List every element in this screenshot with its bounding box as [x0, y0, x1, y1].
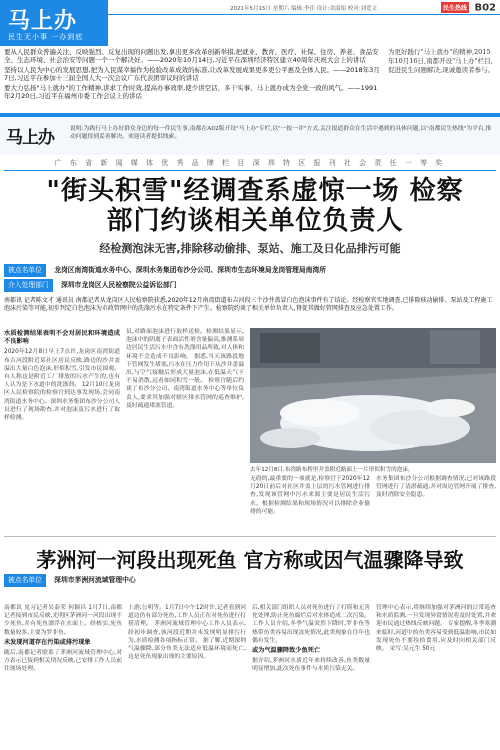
story-body	[4, 604, 496, 746]
story-headline: 茅洲河一河段出现死鱼 官方称或因气温骤降导致	[36, 548, 464, 572]
tag-row	[4, 574, 496, 587]
paragraph: 上游;公明等。1月7日中午12时许,记者看到河道边仍有部分死鱼,工作人员正在对死鱼进行打捞清理。	[128, 605, 246, 628]
news-photo	[250, 328, 496, 463]
story-column	[128, 604, 246, 746]
quote-block	[4, 48, 382, 101]
paragraph: 无碍的,最重要的一项就是,检察官于2020年12月20日前后对社区井盖上层的污水管网进行排查,发现该管网中污水来源主要是居民生活污水。根据检测结果和现场情况可以排除企业偷排的可能。	[250, 476, 370, 515]
section-heading: 未发现河道存在污染或排污现象	[4, 638, 91, 646]
tag-row	[4, 264, 496, 277]
story-column	[250, 475, 370, 528]
section-heading: 水质检测结果表明不会对居民和环境造成不良影响	[4, 330, 120, 346]
story-column	[376, 475, 496, 528]
tag-value: 龙岗区南湾街道水务中心、深圳水务集团布沙分公司、深圳市生态环境局龙岗管理局南湾所	[54, 266, 327, 274]
story-column	[252, 604, 370, 746]
column-logo: 马上办	[6, 128, 54, 148]
story-subhead: 经检测泡沫无害,排除移动偷排、泵站、施工及日化品排污可能	[99, 242, 401, 255]
tag-value: 深圳市茅洲河流域管理中心	[54, 576, 136, 584]
section-heading: 或为气温骤降致少鱼死亡	[252, 647, 321, 655]
section-logo	[0, 0, 108, 46]
section-slogan: 民生无小事 一办到底	[8, 33, 84, 41]
divider-line	[4, 170, 496, 171]
tag-row	[4, 279, 496, 292]
award-line: 广 东 省 新 闻 媒 体 优 秀 品 牌 栏 目 深 圳 特 区 报 刊 社 会 责 任 一 等 奖	[54, 159, 446, 167]
story-column	[4, 604, 122, 746]
paragraph: 茅洲河流域管理中心工作人员表示,经初步调查,该河段近期并未发现明显排污行为,水质检测各项指标正常。	[128, 621, 246, 644]
paragraph: 工作人员介绍,冬季气温突然下降时,罗非鱼等热带鱼类容易出现冻死情况,此类现象在往年也偶有发生。	[252, 621, 370, 644]
story-body	[4, 328, 496, 528]
paragraph: 随后,南都记者联系了茅洲河流域管理中心,对方表示已接到相关情况反映,已安排工作人员前往现场处理。	[4, 650, 122, 673]
story-lead: 南都讯 记者陈文才 通讯员 南都记者从龙岗区人民检察院获悉,2020年12月南湾街道布吉河段三个沙井盖冒白色泡沫事件有了结论。经检察官实地调查,已排除移动偷排、泵站及工程施工泡沫污染等可能,初步判定白色泡沫为市政管网中的洗涤污水在特定条件下产生。检察院约谈了相关单位负责人,督促其做好管网排查及应急处置工作。	[4, 297, 493, 312]
paragraph: 据了解,近期深圳气温骤降,部分鱼类无法适应低温环境而死亡,这是死鱼现象出现的主要原因。	[128, 637, 246, 661]
story-tags	[4, 264, 496, 294]
story-column	[126, 328, 244, 528]
story-tags	[4, 574, 496, 589]
paragraph: 12月10日龙岗区人民检察院的检察官到达事发现场,会同南湾街道水务中心、深圳水务集团布沙分公司人员进行了现场勘查,并对泡沫及污水进行了取样检测。	[4, 382, 120, 422]
issue-info: 2021年5月15日 星期六 编辑:李佳 设计:余淑娟 校对:刘爱文	[230, 6, 378, 12]
column-description: 说明:为践行马上办好群众身边的每一件民生事,南都在A02版开设"马上办"专栏,以"一报一评"方式,关注报道群众在生活中遇到的具体问题,以"南都民生热线"为平台,推动问题得到妥善解决。欢迎读者提供线索。	[70, 126, 492, 140]
paragraph: 专家提醒,冬季寒潮来临时,河道中的鱼类容易受到低温影响,市民如发现死鱼不要捡拾食用,应及时向相关部门反映。	[376, 621, 496, 653]
quote-item: 坚持以人民为中心的发展思想,把为人民谋幸福作为检验改革成效的标准,让改革发展成果更多更公平惠及全体人民。——2018年3月7日,习近平在参加十三届全国人大一次会议广东代表团审议时的讲话	[4, 65, 380, 83]
story-headline: "街头积雪"经调查系虚惊一场 检察部门约谈相关单位负责人	[46, 176, 464, 236]
paragraph: 后,相关部门组织人员对死鱼进行了打捞和无害化处理,防止死鱼腐烂后对水体造成二次污染。	[252, 605, 370, 620]
paragraph: 2020年12月8日早上7点许,龙岗区南湾街道布吉河段附近某社区居民反映,路边的沙井盖溢出大量白色泡沫,形似积雪,引发市民围观。有人称这是附近工厂排放的污水产生的,也有人认为是下水道中的洗涤剂。	[4, 349, 120, 389]
tag-value: 深圳市龙岗区人民检察院公益诉讼部门	[60, 281, 177, 289]
photo-caption: 去年12月8日,布湾路布桥里井盖附近路面上一片形似积雪的泡沫。	[250, 467, 414, 473]
paragraph: 据介绍,茅洲河水质近年来持续改善,鱼类数量明显增加,此次死鱼事件与水质污染无关。	[252, 658, 370, 673]
paragraph: 水务集团布沙分公司根据调查情况,已对该路段管网进行了清淤疏通,并对周边管网开展了排查,及时消除安全隐患。	[376, 476, 496, 499]
story-column	[4, 328, 120, 528]
page-tag: 民生热线	[441, 2, 469, 13]
tag-label: 被点名单位	[4, 264, 46, 277]
byline: 采写:吴元生 50元	[389, 646, 436, 653]
divider-line	[4, 536, 496, 537]
page-number	[441, 2, 496, 14]
section-title: 马上办	[8, 9, 78, 34]
paragraph: 员,对路面泡沫进行取样送检。检测结果显示,泡沫中的阴离子表面活性剂含量偏高,推测系周边居民生活污水中含有洗涤用品所致,对人体和环境不会造成不良影响。	[126, 329, 244, 360]
paragraph: 据悉,当天该路段地下管网发生堵塞,污水在压力作用下从沙井盖溢出,与空气接触后形成大量泡沫,在低温天气下不易消散,远看如同积雪一般。	[126, 353, 244, 385]
tag-label: 被点名单位	[4, 574, 46, 587]
paragraph: 检察官随后约谈了布沙分公司、南湾街道水务中心等单位负责人,要求其加强对辖区排水管网的巡查维护,及时疏通堵塞管道。	[126, 378, 244, 409]
paragraph: 管理中心表示,将继续加强对茅洲河的日常巡查和水质监测,一旦发现异常情况将及时处置,并欢迎市民通过热线反映问题。	[376, 605, 496, 628]
column-intro	[0, 117, 500, 155]
page-label: B02	[474, 2, 496, 14]
tag-label: 介入处理部门	[4, 279, 53, 292]
column-note: 为更好践行"马上就办"的精神,2015年10月16日,南都开设"马上办"栏目,促进民生问题解决,现诚邀读者参与。	[388, 48, 495, 74]
paragraph: 南都讯 见习记者吴泰荣 何颖昌 1月7日,南都记者接到市民反映,光明区茅洲河一河段出现不少死鱼,并有死鱼漂浮在水面上。经核实,死鱼数量较多,主要为罗非鱼。	[4, 605, 122, 636]
foam-street-image	[250, 328, 496, 463]
quote-item: 要从人民群众普遍关注、反映强烈、反复出现的问题出发,拿出更多改革创新举措,把就业、教育、医疗、社保、住房、养老、食品安全、生态环境、社会治安等问题一个一个解决好。——2020年10月14日,习近平在深圳经济特区建立40周年庆祝大会上的讲话	[4, 48, 379, 65]
story-column	[376, 604, 496, 746]
photo-area	[250, 328, 496, 528]
quote-item: 要大力弘扬"马上就办"的工作精神,讲求工作时效,提高办事效率,使少讲空话、多干实事、马上就办成为全党一致的风气。——1991年2月20日,习近平在福州市委工作会议上的讲话	[4, 83, 378, 101]
masthead	[0, 0, 500, 46]
masthead-rule	[108, 14, 500, 15]
